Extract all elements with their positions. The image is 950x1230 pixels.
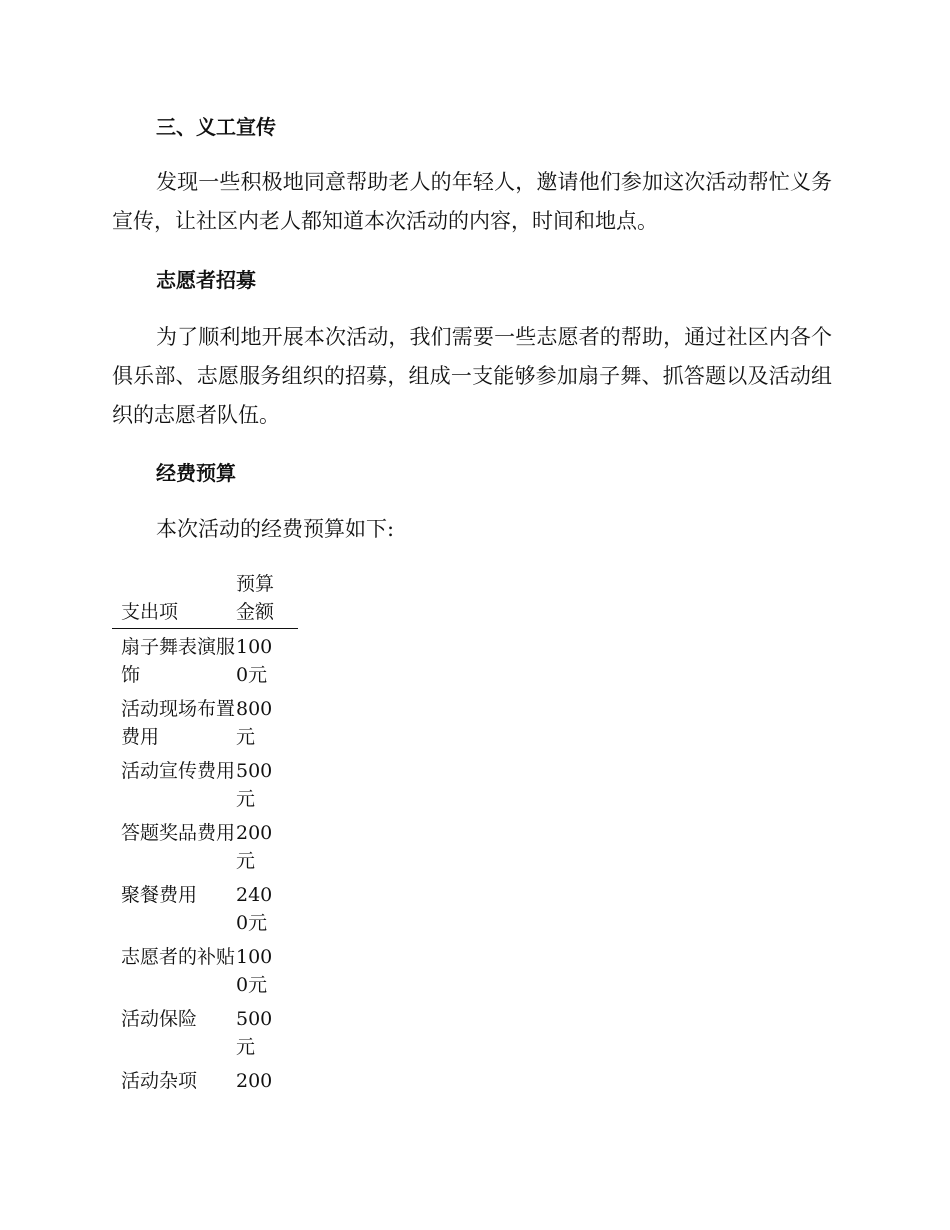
budget-item-label: 活动杂项: [121, 1070, 198, 1092]
table-row: [112, 629, 298, 690]
publicity-paragraph: 发现一些积极地同意帮助老人的年轻人，邀请他们参加这次活动帮忙义务宣传，让社区内老人都知道本次活动的内容，时间和地点。: [112, 170, 832, 233]
budget-amount-cell: [236, 999, 298, 1061]
budget-item-label: 活动保险: [121, 1008, 198, 1030]
budget-item-label: 聚餐费用: [121, 884, 198, 906]
budget-table: [112, 570, 298, 1095]
budget-amount-cell: [236, 1061, 298, 1095]
section-heading-volunteer: 志愿者招募: [156, 268, 256, 292]
budget-item-cell: [112, 813, 236, 875]
budget-amount-value: 2400元: [236, 884, 273, 934]
table-row: [112, 813, 298, 875]
volunteer-paragraph: 为了顺利地开展本次活动，我们需要一些志愿者的帮助，通过社区内各个俱乐部、志愿服务组织的招募，组成一支能够参加扇子舞、抓答题以及活动组织的志愿者队伍。: [112, 325, 832, 427]
budget-item-label: 扇子舞表演服饰: [121, 636, 236, 686]
budget-item-cell: [112, 999, 236, 1061]
budget-amount-cell: [236, 629, 298, 690]
budget-amount-cell: [236, 689, 298, 751]
budget-amount-value: 1000元: [236, 946, 273, 996]
budget-item-cell: [112, 751, 236, 813]
budget-table-header-row: [112, 570, 298, 629]
budget-amount-cell: [236, 875, 298, 937]
budget-item-cell: [112, 689, 236, 751]
budget-amount-value: 200: [236, 1070, 273, 1092]
table-row: [112, 937, 298, 999]
budget-intro: 本次活动的经费预算如下:: [156, 517, 395, 541]
budget-header-item-label: 支出项: [121, 601, 179, 623]
budget-amount-cell: [236, 813, 298, 875]
budget-amount-cell: [236, 937, 298, 999]
section-heading-budget: 经费预算: [156, 461, 236, 485]
budget-item-label: 志愿者的补贴: [121, 946, 236, 968]
budget-header-item: [112, 570, 236, 629]
budget-item-label: 活动现场布置费用: [121, 698, 236, 748]
table-row: [112, 875, 298, 937]
budget-item-label: 答题奖品费用: [121, 822, 236, 844]
table-row: [112, 751, 298, 813]
budget-item-cell: [112, 937, 236, 999]
budget-header-amount-label: 预算金额: [236, 573, 275, 623]
table-row: [112, 999, 298, 1061]
budget-amount-value: 1000元: [236, 636, 273, 686]
budget-amount-cell: [236, 751, 298, 813]
budget-item-label: 活动宣传费用: [121, 760, 236, 782]
budget-item-cell: [112, 1061, 236, 1095]
budget-header-amount: [236, 570, 298, 629]
budget-item-cell: [112, 875, 236, 937]
budget-amount-value: 500元: [236, 1008, 273, 1058]
budget-amount-value: 800元: [236, 698, 273, 748]
table-row: [112, 1061, 298, 1095]
table-row: [112, 689, 298, 751]
budget-amount-value: 500元: [236, 760, 273, 810]
budget-amount-value: 200元: [236, 822, 273, 872]
section-heading-publicity: 三、义工宣传: [156, 115, 276, 139]
budget-item-cell: [112, 629, 236, 690]
